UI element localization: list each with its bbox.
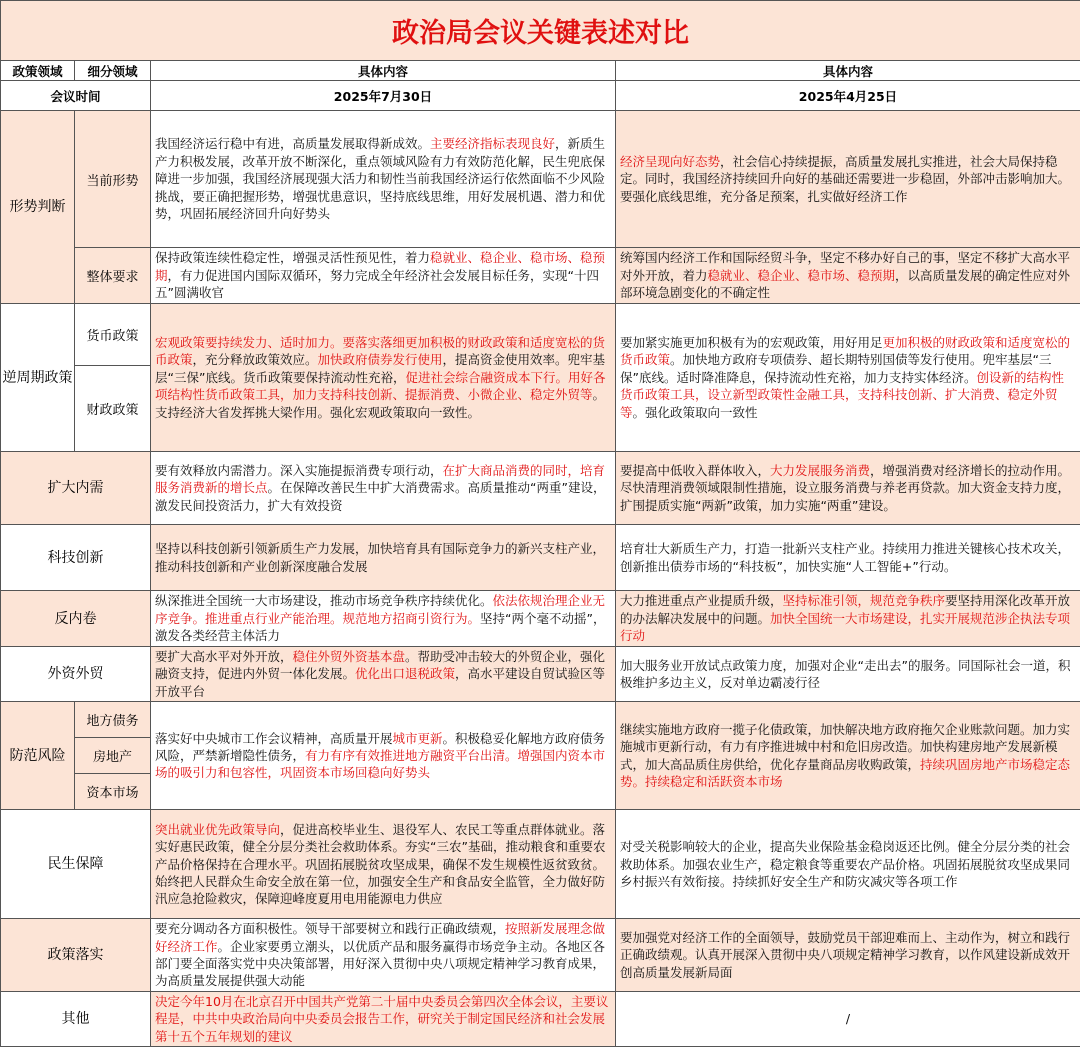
body-text: ，新质生产力积极发展，改革开放不断深化，重点领域风险有力有效防范化解，民生兜底保障进一步加强，我国经济展现强大活力和韧性当前我国经济运行依然面临不少风险挑战，要正确把握形势，增强忧患意识，坚持底线思维，用好发展机遇、潜力和优势，巩固拓展经济回升向好势头 <box>155 136 605 221</box>
body-text: 培育壮大新质生产力，打造一批新兴支柱产业。持续用力推进关键核心技术攻关，创新推出债券市场的“科技板”，加快实施“人工智能+”行动。 <box>620 541 1070 573</box>
highlighted-text: 优化出口退税政策 <box>355 666 455 681</box>
category-foreign-trade: 外资外贸 <box>1 647 151 702</box>
highlighted-text: 有力有序有效推进地方融资平台出清。增强国内资本市场的吸引力和包容性，巩固资本市场回稳向好势头 <box>155 748 605 780</box>
risk-july <box>151 702 616 810</box>
body-text: 。积极稳妥化解地方政府债务风险，严禁新增隐性债务， <box>155 731 605 763</box>
category-situation: 形势判断 <box>1 111 75 304</box>
header-sub-area: 细分领域 <box>75 61 151 81</box>
category-countercyclical: 逆周期政策 <box>1 304 75 452</box>
highlighted-text: 更加积极的财政政策和适度宽松的货币政策 <box>620 335 1070 367</box>
livelihood-april <box>616 810 1080 919</box>
body-text: ，促进高校毕业生、退役军人、农民工等重点群体就业。落实好惠民政策，健全分层分类社会救助体系。夯实“三农”基础，推动粮食和重要农产品价格保持在合理水平。巩固拓展脱贫攻坚成果，确保不发生规模性返贫致贫。始终把人民群众生命安全放在第一位，加强安全生产和食品安全监管，全力做好防汛应急抢险救灾，保障迎峰度夏用电用能源电力供应 <box>155 822 605 907</box>
body-text: 要有效释放内需潜力。深入实施提振消费专项行动， <box>155 463 443 478</box>
meeting-time-label: 会议时间 <box>1 81 151 111</box>
highlighted-text: 按照新发展理念做好经济工作 <box>155 921 605 953</box>
sub-monetary-policy: 货币政策 <box>75 304 151 366</box>
involution-april <box>616 591 1080 647</box>
highlighted-text: 促进社会综合融资成本下行。用好各项结构性货币政策工具，加力支持科技创新、提振消费、小微企业、稳定外贸等 <box>155 370 605 402</box>
sub-property: 房地产 <box>75 738 151 774</box>
body-text: ，充分释放政策效应。 <box>193 352 318 367</box>
body-text: 要充分调动各方面积极性。领导干部要树立和践行正确政绩观， <box>155 921 505 936</box>
highlighted-text: 创设新的结构性货币政策工具，设立新型政策性金融工具，支持科技创新、扩大消费、稳定外贸等 <box>620 370 1064 420</box>
highlighted-text: 加快政府债券发行使用 <box>318 352 443 367</box>
highlighted-text: 稳就业、稳企业、稳市场、稳预期 <box>708 268 896 283</box>
other-april: / <box>616 991 1080 1046</box>
body-text: 我国经济运行稳中有进，高质量发展取得新成效。 <box>155 136 430 151</box>
category-risk-prevention: 防范风险 <box>1 702 75 810</box>
highlighted-text: 持续巩固房地产市场稳定态势。持续稳定和活跃资本市场 <box>620 757 1070 789</box>
highlighted-text: 大力发展服务消费 <box>770 463 870 478</box>
body-text: ，有力促进国内国际双循环，努力完成全年经济社会发展目标任务，实现“十四五”圆满收官 <box>155 268 599 300</box>
sub-capital-market: 资本市场 <box>75 774 151 810</box>
body-text: ，以高质量发展的确定性应对外部环境急剧变化的不确定性 <box>620 268 1070 300</box>
category-tech-innovation: 科技创新 <box>1 525 151 591</box>
involution-july <box>151 591 616 647</box>
countercyclical-april <box>616 304 1080 452</box>
body-text: 加大服务业开放试点政策力度，加强对企业“走出去”的服务。同国际社会一道，积极维护多边主义，反对单边霸凌行径 <box>620 658 1070 690</box>
body-text: ，提高资金使用效率。兜牢基层“三保”底线。货币政策要保持流动性充裕， <box>155 352 605 384</box>
body-text: ，高水平建设自贸试验区等开放平台 <box>155 666 605 698</box>
body-text: 保持政策连续性稳定性，增强灵活性预见性，着力 <box>155 250 430 265</box>
highlighted-text: 经济呈现向好态势 <box>620 154 720 169</box>
header-policy-area: 政策领域 <box>1 61 75 81</box>
highlighted-text: 依法依规治理企业无序竞争。推进重点行业产能治理。规范地方招商引资行为。 <box>155 593 605 625</box>
situation-current-april <box>616 111 1080 248</box>
body-text: 落实好中央城市工作会议精神，高质量开展 <box>155 731 393 746</box>
category-other: 其他 <box>1 991 151 1046</box>
sub-current-situation: 当前形势 <box>75 111 151 248</box>
body-text: 要提高中低收入群体收入， <box>620 463 770 478</box>
body-text: 。帮助受冲击较大的外贸企业，强化融资支持，促进内外贸一体化发展。 <box>155 649 605 681</box>
sub-fiscal-policy: 财政政策 <box>75 366 151 452</box>
highlighted-text: 城市更新 <box>393 731 443 746</box>
highlighted-text: 决定今年10月在北京召开中国共产党第二十届中央委员会第四次全体会议，主要议程是，中共中央政治局向中央委员会报告工作，研究关于制定国民经济和社会发展第十五个五年规划的建议 <box>155 994 608 1044</box>
situation-overall-july <box>151 248 616 304</box>
body-text: 继续实施地方政府一揽子化债政策，加快解决地方政府拖欠企业账款问题。加力实施城市更新行动，有力有序推进城中村和危旧房改造。加快构建房地产发展新模式，加大高品质住房供给，优化存量商品房收购政策， <box>620 722 1070 772</box>
risk-april <box>616 702 1080 810</box>
tech-july <box>151 525 616 591</box>
demand-april <box>616 452 1080 525</box>
body-text: 。在保障改善民生中扩大消费需求。高质量推动“两重”建设，激发民间投资活力，扩大有效投资 <box>155 480 605 512</box>
header-content-april: 具体内容 <box>616 61 1080 81</box>
category-domestic-demand: 扩大内需 <box>1 452 151 525</box>
tech-april <box>616 525 1080 591</box>
date-july: 2025年7月30日 <box>151 81 616 111</box>
body-text: 坚持以科技创新引领新质生产力发展，加快培育具有国际竞争力的新兴支柱产业，推动科技创新和产业创新深度融合发展 <box>155 541 605 573</box>
body-text: 大力推进重点产业提质升级， <box>620 593 783 608</box>
other-july <box>151 991 616 1046</box>
trade-april <box>616 647 1080 702</box>
body-text: 坚持“两个毫不动摇”，激发各类经营主体活力 <box>155 611 605 643</box>
highlighted-text: 主要经济指标表现良好 <box>430 136 555 151</box>
body-text: 纵深推进全国统一大市场建设，推动市场竞争秩序持续优化。 <box>155 593 493 608</box>
body-text: 。企业家要勇立潮头，以优质产品和服务赢得市场竞争主动。各地区各部门要全面落实党中央决策部署，用好深入贯彻中央八项规定精神学习教育成果，为高质量发展提供强大动能 <box>155 939 605 989</box>
implementation-july <box>151 919 616 992</box>
body-text: 要坚持用深化改革开放的办法解决发展中的问题。 <box>620 593 1070 625</box>
highlighted-text: 在扩大商品消费的同时，培育服务消费新的增长点 <box>155 463 605 495</box>
sub-local-debt: 地方债务 <box>75 702 151 738</box>
category-anti-involution: 反内卷 <box>1 591 151 647</box>
livelihood-july <box>151 810 616 919</box>
body-text: 。强化政策取向一致性 <box>633 405 758 420</box>
highlighted-text: 加快全国统一大市场建设，扎实开展规范涉企执法专项行动 <box>620 611 1070 643</box>
date-april: 2025年4月25日 <box>616 81 1080 111</box>
highlighted-text: 突出就业优先政策导向 <box>155 822 280 837</box>
header-content-july: 具体内容 <box>151 61 616 81</box>
situation-current-july <box>151 111 616 248</box>
body-text: 要扩大高水平对外开放， <box>155 649 293 664</box>
category-livelihood: 民生保障 <box>1 810 151 919</box>
body-text: 要加紧实施更加积极有为的宏观政策，用好用足 <box>620 335 883 350</box>
highlighted-text: 稳住外贸外资基本盘 <box>293 649 406 664</box>
body-text: 。加快地方政府专项债券、超长期特别国债等发行使用。兜牢基层“三保”底线。适时降准降息，保持流动性充裕，加力支持实体经济。 <box>620 352 1052 384</box>
highlighted-text: 坚持标准引领，规范竞争秩序 <box>783 593 946 608</box>
category-implementation: 政策落实 <box>1 919 151 992</box>
trade-july <box>151 647 616 702</box>
page-title: 政治局会议关键表述对比 <box>1 1 1080 61</box>
highlighted-text: 稳就业、稳企业、稳市场、稳预期 <box>155 250 605 282</box>
body-text: 对受关税影响较大的企业，提高失业保险基金稳岗返还比例。健全分层分类的社会救助体系。加强农业生产，稳定粮食等重要农产品价格。巩固拓展脱贫攻坚成果同乡村振兴有效衔接。持续抓好安全生产和防灾减灾等各项工作 <box>620 839 1070 889</box>
body-text: 要加强党对经济工作的全面领导，鼓励党员干部迎难而上、主动作为，树立和践行正确政绩观。认真开展深入贯彻中央八项规定精神学习教育，以作风建设新成效开创高质量发展新局面 <box>620 930 1070 980</box>
body-text: ，社会信心持续提振，高质量发展扎实推进，社会大局保持稳定。同时，我国经济持续回升向好的基础还需要进一步稳固，外部冲击影响加大。要强化底线思维，充分备足预案，扎实做好经济工作 <box>620 154 1070 204</box>
highlighted-text: 宏观政策要持续发力、适时加力。要落实落细更加积极的财政政策和适度宽松的货币政策 <box>155 335 605 367</box>
body-text: 。支持经济大省发挥挑大梁作用。强化宏观政策取向一致性。 <box>155 387 605 419</box>
body-text: ，增强消费对经济增长的拉动作用。尽快清理消费领域限制性措施，设立服务消费与养老再贷款。加大资金支持力度，扩围提质实施“两新”政策，加力实施“两重”建设。 <box>620 463 1070 513</box>
sub-overall-requirement: 整体要求 <box>75 248 151 304</box>
demand-july <box>151 452 616 525</box>
body-text: 统筹国内经济工作和国际经贸斗争，坚定不移办好自己的事，坚定不移扩大高水平对外开放，着力 <box>620 250 1070 282</box>
countercyclical-july <box>151 304 616 452</box>
implementation-april <box>616 919 1080 992</box>
situation-overall-april <box>616 248 1080 304</box>
